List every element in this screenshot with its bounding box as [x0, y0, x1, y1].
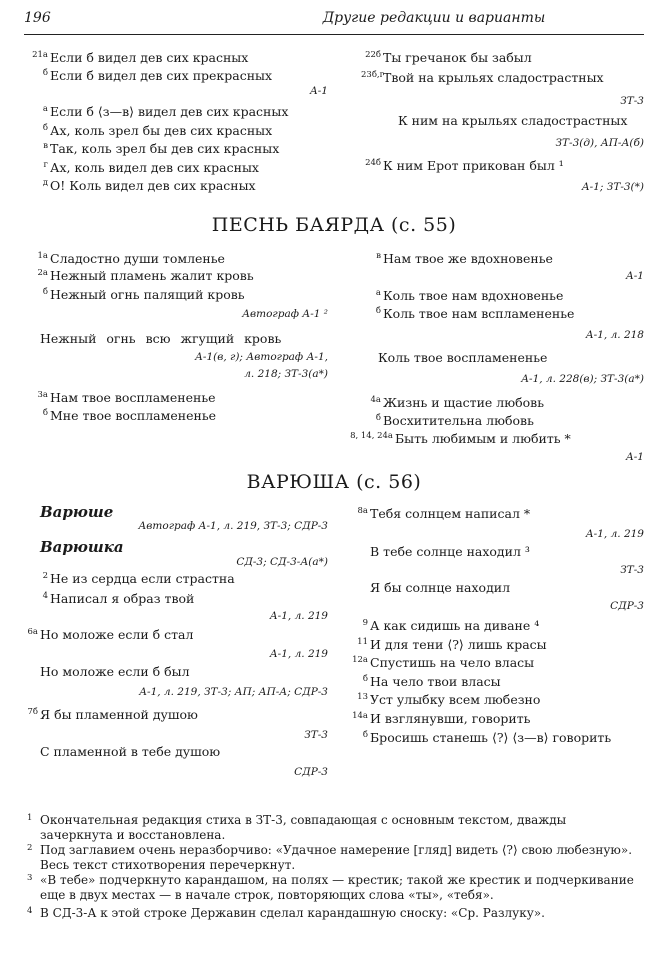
- verse-line: 2а Нежный пламень жалит кровь: [37, 268, 254, 283]
- verse-line: 6а Но моложе если б стал: [27, 627, 194, 642]
- verse-line: 13 Уст улыбку всем любезно: [357, 692, 541, 707]
- page-number: 196: [24, 10, 51, 26]
- source-ref: А-1, л. 218: [585, 329, 644, 341]
- header-rule: [24, 34, 644, 35]
- variant-title: Варюшка: [40, 538, 124, 556]
- source-ref: А-1; ЗТ-3(*): [581, 181, 644, 193]
- verse-line: 24б К ним Ерот прикован был ¹: [365, 158, 564, 173]
- running-title: Другие редакции и варианты: [322, 10, 546, 26]
- footnote: 4 В СД-3-А к этой строке Державин сделал карандашную сноску: «Ср. Разлуку».: [27, 906, 545, 920]
- verse-line: 14а И взглянувши, говорить: [352, 711, 531, 726]
- source-ref: СДР-3: [610, 600, 644, 612]
- source-ref: Автограф А-1, л. 219, ЗТ-3; СДР-3: [138, 520, 328, 532]
- source-ref: ЗТ-3: [304, 729, 328, 741]
- source-ref: А-1(в, г); Автограф А-1,: [194, 351, 328, 363]
- verse-line: 7б Я бы пламенной душою: [27, 707, 198, 722]
- verse-line: 1а Сладостно души томленье: [37, 251, 225, 266]
- verse-line: 12а Спустишь на чело власы: [352, 655, 535, 670]
- verse-line: 3а Нам твое воспламененье: [37, 390, 216, 405]
- source-ref: Автограф А-1 ²: [242, 308, 328, 320]
- verse-line: б Коль твое нам вспламененье: [375, 306, 575, 321]
- verse-line: 8, 14, 24а Быть любимым и любить *: [350, 431, 571, 446]
- verse-line: Коль твое воспламененье: [378, 350, 548, 365]
- verse-line: 9 А как сидишь на диване ⁴: [362, 618, 540, 633]
- verse-line: 11 И для тени ⟨?⟩ лишь красы: [357, 637, 547, 652]
- source-ref: СДР-3: [294, 766, 328, 778]
- verse-line: в Нам твое же вдохновенье: [376, 251, 553, 266]
- source-ref: ЗТ-3(д), АП-А(б): [555, 137, 644, 149]
- verse-line: В тебе солнце находил ³: [370, 544, 530, 559]
- verse-line: 4 Написал я образ твой: [42, 591, 195, 606]
- verse-line: 21а Если б видел дев сих красных: [32, 50, 249, 65]
- page-header: [24, 10, 644, 32]
- verse-line: б Бросишь станешь ⟨?⟩ ⟨з—в⟩ говорить: [362, 730, 612, 745]
- footnote: 1 Окончательная редакция стиха в ЗТ-3, совпадающая с основным текстом, дважды зачеркнута и восстановлена.: [27, 813, 567, 842]
- verse-line: 22б Ты гречанок бы забыл: [365, 50, 532, 65]
- verse-line: б Нежный огнь палящий кровь: [42, 287, 245, 302]
- source-ref: А-1: [625, 451, 644, 463]
- verse-line: б Мне твое воспламененье: [42, 408, 217, 423]
- variant-title: Варюше: [40, 503, 114, 521]
- source-ref: А-1: [309, 85, 328, 97]
- source-ref: А-1, л. 219, ЗТ-3; АП; АП-А; СДР-3: [139, 686, 328, 698]
- source-ref: А-1, л. 228(в); ЗТ-3(а*): [521, 373, 644, 385]
- verse-line: 8а Тебя солнцем написал *: [357, 506, 531, 521]
- verse-line: а Если б ⟨з—в⟩ видел дев сих красных: [42, 104, 289, 119]
- footnote: 3 «В тебе» подчеркнуто карандашом, на полях — крестик; такой же крестик и подчеркивание еще в двух местах — в начале строк, повторяющих слова «ты», «тебя».: [27, 873, 634, 902]
- verse-line: б Ах, коль зрел бы дев сих красных: [42, 123, 273, 138]
- verse-line: д О! Коль видел дев сих красных: [42, 178, 256, 193]
- footnote: 2 Под заглавием очень неразборчиво: «Удачное намерение [гляд] видеть ⟨?⟩ свою любезную». Весь текст стихотворения перечеркнут.: [27, 843, 633, 872]
- verse-line: а Коль твое нам вдохновенье: [375, 288, 564, 303]
- verse-line: 4а Жизнь и щастие любовь: [370, 395, 545, 410]
- verse-line: б Если б видел дев сих прекрасных: [42, 68, 273, 83]
- section-title: ПЕСНЬ БАЯРДА (с. 55): [211, 214, 457, 236]
- verse-line: в Так, коль зрел бы дев сих красных: [43, 141, 280, 156]
- source-ref: ЗТ-3: [620, 95, 644, 107]
- verse-line: Я бы солнце находил: [370, 580, 511, 595]
- verse-line: 2 Не из сердца если страстна: [42, 571, 235, 586]
- verse-line: Нежный огнь всю жгущий кровь: [40, 331, 282, 346]
- verse-line: г Ах, коль видел дев сих красных: [43, 160, 259, 175]
- source-ref: л. 218; ЗТ-3(а*): [244, 368, 328, 380]
- verse-line: 23б,г Твой на крыльях сладострастных: [361, 70, 604, 85]
- verse-line: К ним на крыльях сладострастных: [398, 113, 628, 128]
- source-ref: А-1, л. 219: [585, 528, 644, 540]
- verse-line: Но моложе если б был: [40, 664, 190, 679]
- source-ref: А-1, л. 219: [269, 648, 328, 660]
- source-ref: А-1, л. 219: [269, 610, 328, 622]
- source-ref: А-1: [625, 270, 644, 282]
- verse-line: б На чело твои власы: [362, 674, 501, 689]
- source-ref: ЗТ-3: [620, 564, 644, 576]
- source-ref: СД-3; СД-3-А(а*): [236, 556, 328, 568]
- verse-line: С пламенной в тебе душою: [40, 744, 221, 759]
- verse-line: б Восхитительна любовь: [375, 413, 534, 428]
- section-title: ВАРЮША (с. 56): [246, 471, 422, 493]
